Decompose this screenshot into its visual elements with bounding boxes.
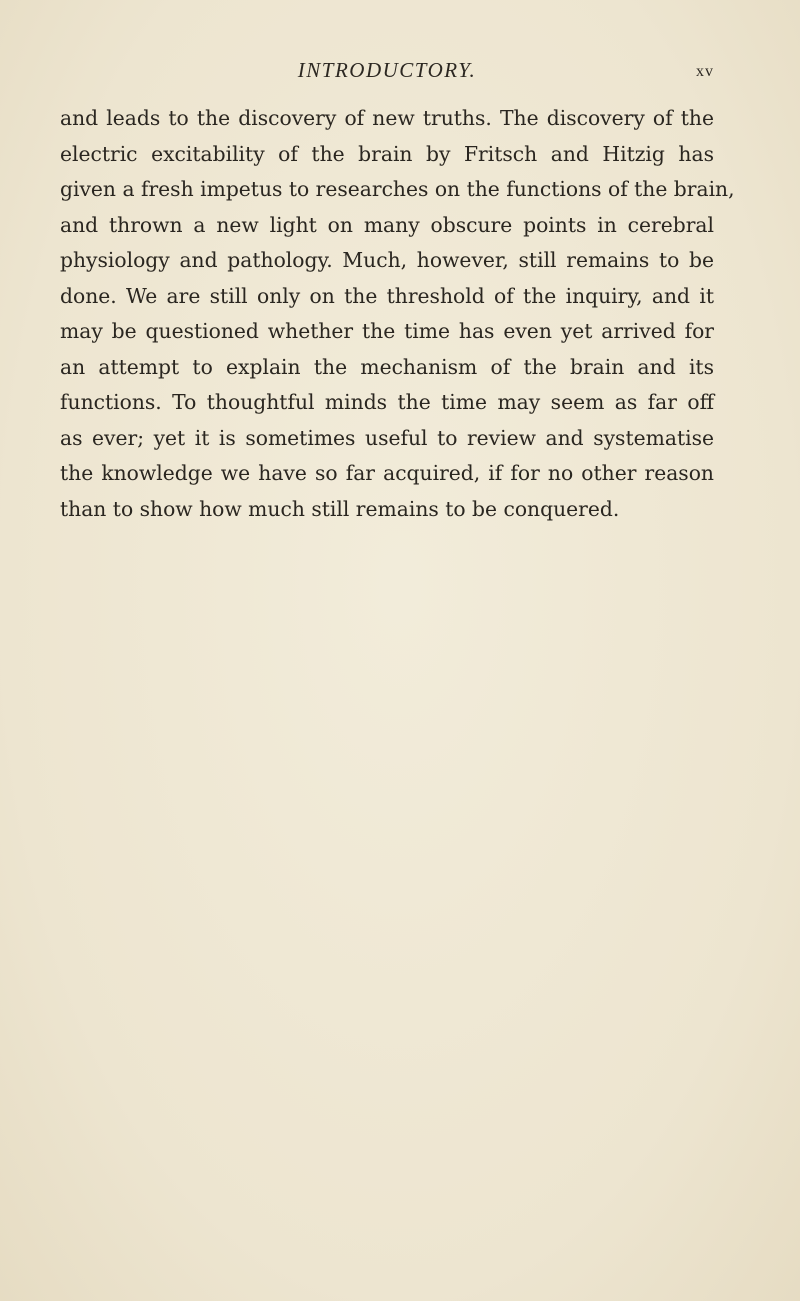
running-head — [60, 58, 714, 88]
text-line: and leads to the discovery of new truths. The discovery of the — [60, 106, 714, 130]
text-line: physiology and pathology. Much, however, still remains to be — [60, 248, 714, 272]
text-line: functions. To thoughtful minds the time may seem as far off — [60, 390, 714, 414]
text-line: than to show how much still remains to be conquered. — [60, 496, 620, 521]
text-line: electric excitability of the brain by Fritsch and Hitzig has — [60, 141, 714, 166]
text-line: an attempt to explain the mechanism of the brain and its — [60, 354, 714, 379]
body-paragraph — [60, 101, 735, 527]
text-line: may be questioned whether the time has even yet arrived for — [60, 319, 714, 343]
running-title: INTRODUCTORY. — [297, 58, 477, 82]
text-line: the knowledge we have so far acquired, if for no other reason — [60, 461, 714, 485]
page-number: xv — [696, 63, 714, 80]
text-line: as ever; yet it is sometimes useful to review and systematise — [60, 425, 714, 450]
text-line: and thrown a new light on many obscure points in cerebral — [60, 212, 714, 237]
text-line: done. We are still only on the threshold of the inquiry, and it — [60, 283, 714, 308]
text-line: given a fresh impetus to researches on the functions of the brain, — [60, 177, 735, 201]
